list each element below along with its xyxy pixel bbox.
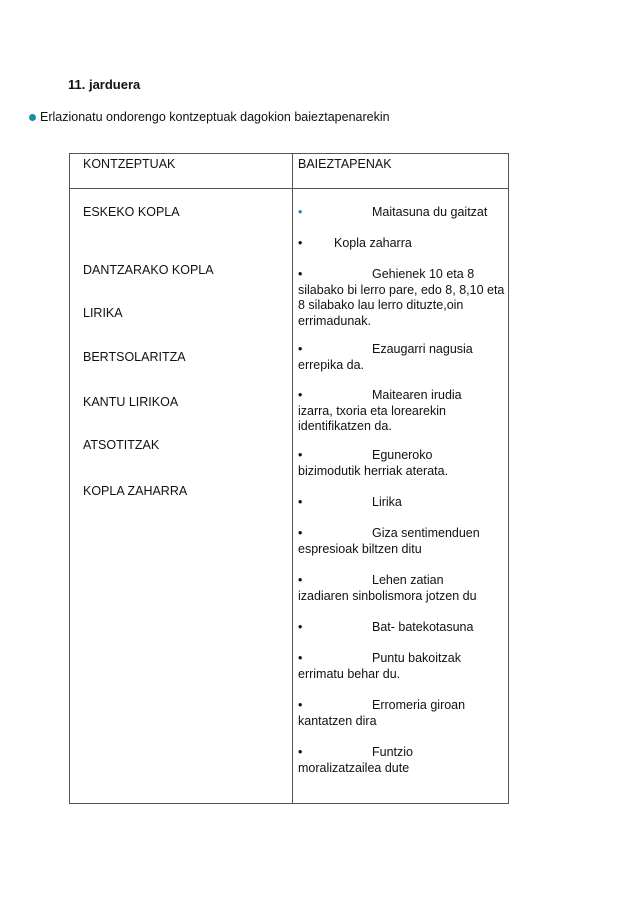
column-divider (292, 154, 293, 803)
statement-item: • Lirika (298, 495, 402, 509)
bullet-icon: • (298, 267, 303, 281)
bullet-icon: • (298, 698, 303, 712)
concept-item: ESKEKO KOPLA (83, 205, 180, 219)
statement-item: • Maitearen irudia izarra, txoria eta lorearekin identifikatzen da. (298, 388, 462, 433)
header-concepts: KONTZEPTUAK (83, 157, 176, 171)
statement-item: • Lehen zatian izadiaren sinbolismora jotzen du (298, 573, 477, 603)
bullet-icon: • (298, 205, 303, 219)
statement-item: • Funtzio moralizatzailea dute (298, 745, 413, 775)
statement-item: • Maitasuna du gaitzat (298, 205, 488, 219)
concept-item: KANTU LIRIKOA (83, 395, 179, 409)
bullet-icon: • (298, 573, 303, 587)
bullet-icon (29, 114, 36, 121)
concept-item: BERTSOLARITZA (83, 350, 186, 364)
concept-item: ATSOTITZAK (83, 438, 160, 452)
instruction-line (29, 110, 390, 124)
bullet-icon: • (298, 620, 303, 634)
statement-item: • Gehienek 10 eta 8 silabako bi lerro pare, edo 8, 8,10 eta 8 silabako lau lerro dituzte,oin errimadunak. (298, 267, 505, 328)
statement-item: • Puntu bakoitzak errimatu behar du. (298, 651, 461, 681)
statement-item: • Giza sentimenduen espresioak biltzen ditu (298, 526, 480, 556)
concept-item: KOPLA ZAHARRA (83, 484, 188, 498)
bullet-icon: • (298, 745, 303, 759)
concept-item: DANTZARAKO KOPLA (83, 263, 214, 277)
bullet-icon: • (298, 388, 303, 402)
activity-heading: 11. jarduera (68, 77, 141, 92)
bullet-icon: • (298, 526, 303, 540)
header-divider (70, 188, 508, 189)
bullet-icon: • (298, 342, 303, 356)
bullet-icon: • (298, 236, 303, 250)
bullet-icon: • (298, 495, 303, 509)
matching-table (69, 153, 509, 804)
statement-item: • Eguneroko bizimodutik herriak aterata. (298, 448, 449, 478)
instruction-text: Erlazionatu ondorengo kontzeptuak dagokion baieztapenarekin (40, 110, 390, 124)
statement-item: • Kopla zaharra (298, 236, 412, 250)
bullet-icon: • (298, 448, 303, 462)
statement-item: • Erromeria giroan kantatzen dira (298, 698, 466, 728)
statement-item: • Bat- batekotasuna (298, 620, 474, 634)
concept-item: LIRIKA (83, 306, 123, 320)
statement-item: • Ezaugarri nagusia errepika da. (298, 342, 473, 372)
header-statements: BAIEZTAPENAK (298, 157, 392, 171)
bullet-icon: • (298, 651, 303, 665)
